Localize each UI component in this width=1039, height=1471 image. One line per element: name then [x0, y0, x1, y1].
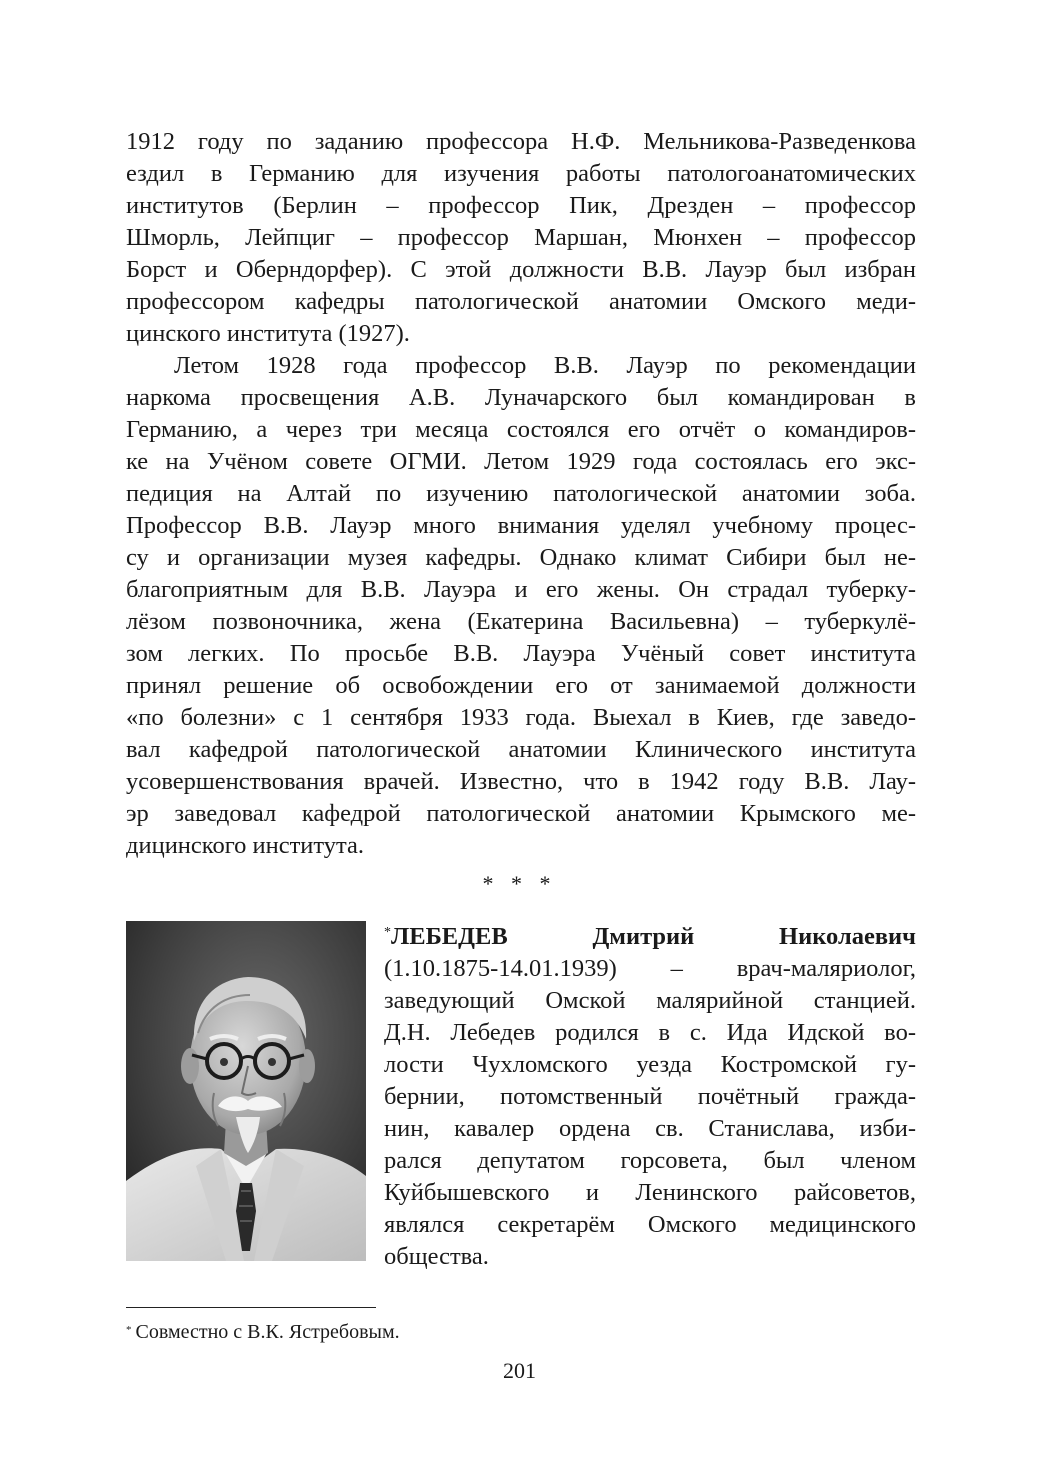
footnote-text: Совместно с В.К. Ястребовым.: [135, 1321, 400, 1343]
text-line: ездил в Германию для изучения работы патологоанатомических: [126, 160, 916, 187]
text-line: вал кафедрой патологической анатомии Клинического института: [126, 736, 916, 763]
text-line: 1912 году по заданию профессора Н.Ф. Мельникова-Разведенкова: [126, 128, 916, 155]
footnote-reference: *: [384, 925, 391, 940]
text-line: рался депутатом горсовета, был членом: [384, 1147, 916, 1174]
text-line: являлся секретарём Омского медицинского: [384, 1211, 916, 1238]
text-line: профессором кафедры патологической анатомии Омского меди-: [126, 288, 916, 315]
text-line: цинского института (1927).: [126, 320, 410, 347]
section-separator: * * *: [482, 871, 557, 896]
text-line: педиция на Алтай по изучению патологической анатомии зоба.: [126, 480, 916, 507]
text-line: лости Чухломского уезда Костромской гу-: [384, 1051, 916, 1078]
text-line: заведующий Омской малярийной станцией.: [384, 987, 916, 1014]
text-line: Летом 1928 года профессор В.В. Лауэр по рекомендации: [174, 352, 916, 379]
portrait-photo: [126, 921, 366, 1261]
text-line: Шморль, Лейпциг – профессор Маршан, Мюнхен – профессор: [126, 224, 916, 251]
page-number: 201: [503, 1358, 536, 1383]
text-line: институтов (Берлин – профессор Пик, Дрезден – профессор: [126, 192, 916, 219]
footnote: [126, 1319, 400, 1345]
text-line: наркома просвещения А.В. Луначарского был командирован в: [126, 384, 916, 411]
text-line: дицинского института.: [126, 832, 365, 859]
text-line: бернии, потомственный почётный гражда-: [384, 1083, 916, 1110]
bio-heading: [384, 921, 916, 953]
text-line: Германию, а через три месяца состоялся его отчёт о командиров-: [126, 416, 916, 443]
text-line: Куйбышевского и Ленинского райсоветов,: [384, 1179, 916, 1206]
footnote-divider: [126, 1307, 376, 1308]
text-line: Д.Н. Лебедев родился в с. Ида Идской во-: [384, 1019, 916, 1046]
text-line: нин, кавалер ордена св. Станислава, изби-: [384, 1115, 916, 1142]
text-line: (1.10.1875-14.01.1939) – врач-маляриолог,: [384, 955, 916, 982]
text-line: эр заведовал кафедрой патологической анатомии Крымского ме-: [126, 800, 916, 827]
text-line: «по болезни» с 1 сентября 1933 года. Выехал в Киев, где заведо-: [126, 704, 916, 731]
text-line: Борст и Оберндорфер). С этой должности В.В. Лауэр был избран: [126, 256, 916, 283]
text-line: Профессор В.В. Лауэр много внимания уделял учебному процес-: [126, 512, 916, 539]
text-line: общества.: [384, 1243, 489, 1270]
text-line: лёзом позвоночника, жена (Екатерина Васильевна) – туберкулё-: [126, 608, 916, 635]
text-line: принял решение об освобождении его от занимаемой должности: [126, 672, 916, 699]
text-line: су и организации музея кафедры. Однако климат Сибири был не-: [126, 544, 916, 571]
person-name: ЛЕБЕДЕВ Дмитрий Николаевич: [391, 923, 916, 950]
text-line: благоприятным для В.В. Лауэра и его жены. Он страдал туберку-: [126, 576, 916, 603]
text-line: зом легких. По просьбе В.В. Лауэра Учёный совет института: [126, 640, 916, 667]
footnote-mark: *: [126, 1324, 132, 1336]
text-line: усовершенствования врачей. Известно, что в 1942 году В.В. Лау-: [126, 768, 916, 795]
text-line: ке на Учёном совете ОГМИ. Летом 1929 года состоялась его экс-: [126, 448, 916, 475]
